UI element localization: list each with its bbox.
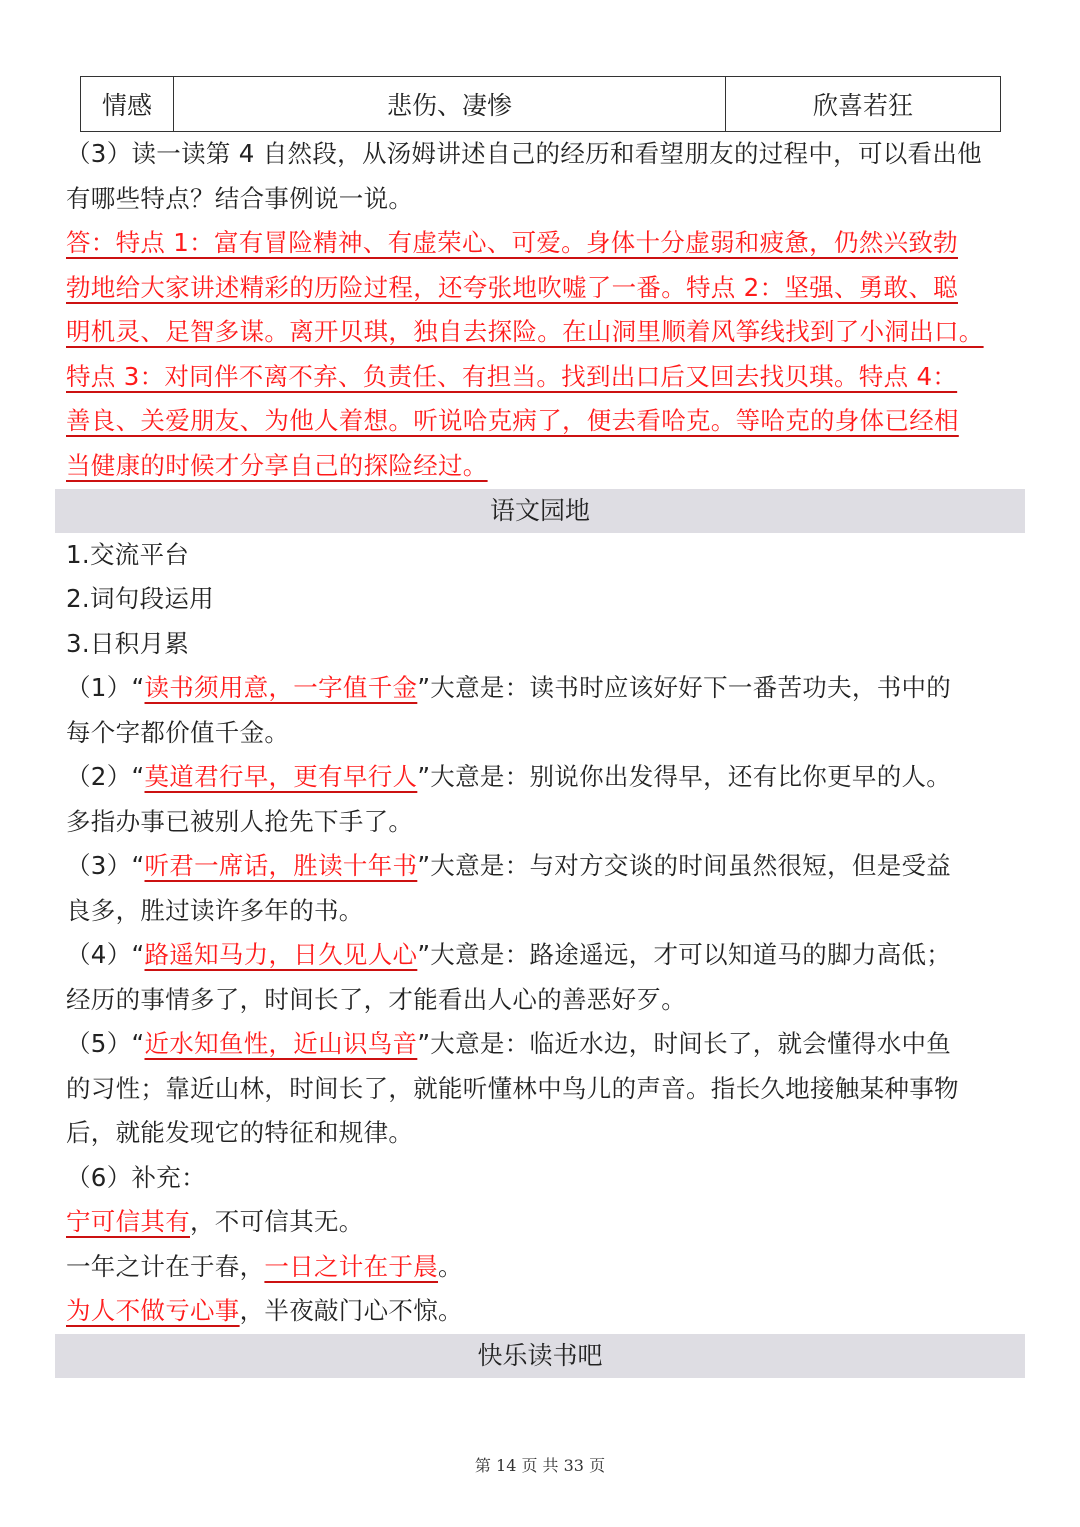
saying-quote: 莫道君行早，更有早行人 xyxy=(144,762,418,791)
quote-mark: “ xyxy=(131,673,145,702)
answer-text: 明机灵、足智多谋。离开贝琪，独自去探险。在山洞里顺着风筝线找到了小洞出口。 xyxy=(66,317,984,346)
supplement-rest: 。 xyxy=(438,1252,463,1281)
answer-line xyxy=(66,273,958,303)
supplement-red: 一日之计在于晨 xyxy=(264,1252,439,1281)
supplement-rest: ，不可信其无。 xyxy=(190,1207,364,1236)
section-header-yuwen: 语文园地 xyxy=(55,489,1025,533)
answer-line xyxy=(66,228,958,258)
saying-quote: 读书须用意，一字值千金 xyxy=(144,673,418,702)
question-line-1: （3）读一读第 4 自然段，从汤姆讲述自己的经历和看望朋友的过程中，可以看出他 xyxy=(66,139,982,168)
supplement-line-3 xyxy=(66,1296,463,1326)
quote-mark: “ xyxy=(131,851,145,880)
saying-number: （4） xyxy=(66,940,132,969)
answer-text: 特点 3：对同伴不离不弃、负责任、有担当。找到出口后又回去找贝琪。特点 4： xyxy=(66,362,958,391)
answer-text: 善良、关爱朋友、为他人着想。听说哈克病了，便去看哈克。等哈克的身体已经相 xyxy=(66,406,959,435)
emotion-table xyxy=(80,76,1001,132)
saying-meaning: ”大意是：读书时应该好好下一番苦功夫，书中的 xyxy=(417,673,952,702)
supplement-line-1 xyxy=(66,1207,364,1237)
list-item: 2.词句段运用 xyxy=(66,584,214,613)
saying-quote: 听君一席话，胜读十年书 xyxy=(144,851,418,880)
table-row xyxy=(81,77,1001,132)
saying-line xyxy=(66,1029,951,1059)
saying-continuation: 良多，胜过读许多年的书。 xyxy=(66,896,364,925)
saying-line xyxy=(66,851,951,881)
table-cell-joy: 欣喜若狂 xyxy=(726,77,1001,132)
supplement-rest: ，半夜敲门心不惊。 xyxy=(239,1296,463,1325)
saying-line xyxy=(66,940,951,970)
section-header-reading: 快乐读书吧 xyxy=(55,1334,1025,1378)
list-item: 3.日积月累 xyxy=(66,629,190,658)
answer-line xyxy=(66,451,488,481)
saying-continuation: 的习性；靠近山林，时间长了，就能听懂林中鸟儿的声音。指长久地接触某种事物 xyxy=(66,1074,959,1103)
saying-continuation: 后，就能发现它的特征和规律。 xyxy=(66,1118,414,1147)
saying-line xyxy=(66,673,951,703)
saying-number: （2） xyxy=(66,762,132,791)
quote-mark: “ xyxy=(131,1029,145,1058)
answer-text: 答：特点 1：富有冒险精神、有虚荣心、可爱。身体十分虚弱和疲惫，仍然兴致勃 xyxy=(66,228,958,257)
quote-mark: “ xyxy=(131,762,145,791)
page-footer: 第 14 页 共 33 页 xyxy=(474,1456,606,1475)
saying-quote: 近水知鱼性，近山识鸟音 xyxy=(144,1029,418,1058)
saying-quote: 路遥知马力，日久见人心 xyxy=(144,940,418,969)
saying-meaning: ”大意是：别说你出发得早，还有比你更早的人。 xyxy=(417,762,952,791)
supplement-red: 宁可信其有 xyxy=(66,1207,190,1236)
list-item: 1.交流平台 xyxy=(66,540,190,569)
saying-continuation: 每个字都价值千金。 xyxy=(66,718,290,747)
quote-mark: “ xyxy=(131,940,145,969)
answer-text: 勃地给大家讲述精彩的历险过程，还夸张地吹嘘了一番。特点 2：坚强、勇敢、聪 xyxy=(66,273,958,302)
answer-text: 当健康的时候才分享自己的探险经过。 xyxy=(66,451,488,480)
saying-meaning: ”大意是：路途遥远，才可以知道马的脚力高低； xyxy=(417,940,952,969)
answer-line xyxy=(66,362,957,392)
table-cell-label: 情感 xyxy=(81,77,174,132)
saying-number: （3） xyxy=(66,851,132,880)
saying-meaning: ”大意是：临近水边，时间长了，就会懂得水中鱼 xyxy=(417,1029,952,1058)
question-line-2: 有哪些特点？结合事例说一说。 xyxy=(66,184,414,213)
supplement-rest: 一年之计在于春， xyxy=(66,1252,265,1281)
saying-continuation: 经历的事情多了，时间长了，才能看出人心的善恶好歹。 xyxy=(66,985,686,1014)
saying-meaning: ”大意是：与对方交谈的时间虽然很短，但是受益 xyxy=(417,851,952,880)
supplement-label: （6）补充： xyxy=(66,1163,206,1192)
answer-line xyxy=(66,317,984,347)
answer-line xyxy=(66,406,959,436)
saying-number: （5） xyxy=(66,1029,132,1058)
supplement-red: 为人不做亏心事 xyxy=(66,1296,240,1325)
saying-continuation: 多指办事已被别人抢先下手了。 xyxy=(66,807,414,836)
table-cell-sad: 悲伤、凄惨 xyxy=(174,77,726,132)
supplement-line-2 xyxy=(66,1252,463,1282)
saying-line xyxy=(66,762,951,792)
saying-number: （1） xyxy=(66,673,132,702)
